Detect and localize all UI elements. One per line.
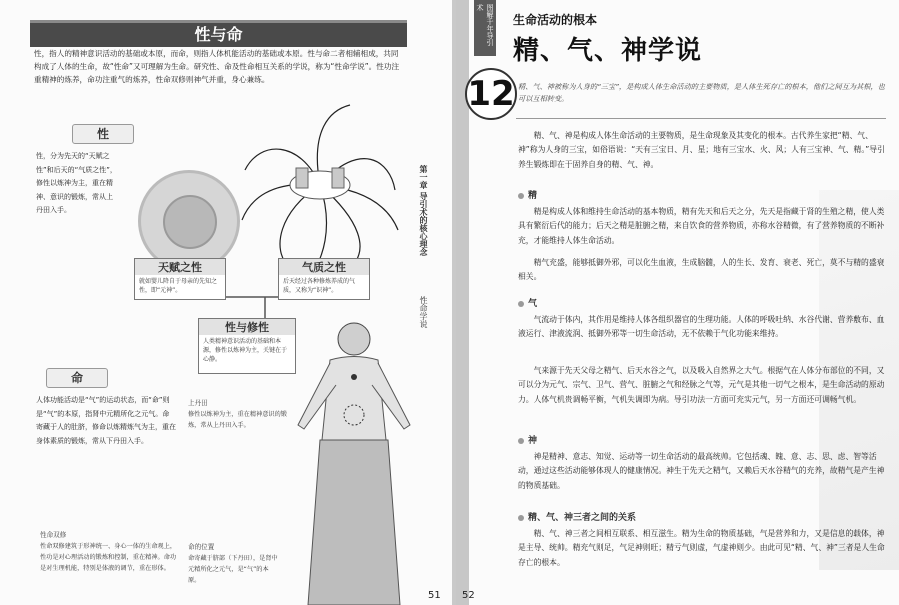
- page-number-right: 52: [462, 590, 475, 601]
- bullet-icon: [518, 438, 524, 444]
- right-page: [456, 0, 899, 605]
- chapter-label: 第一章 导引术的核心理念: [419, 165, 428, 256]
- section-label: 性命学说: [419, 295, 428, 328]
- dual-cultivation-callout: [40, 530, 180, 574]
- temperament-box: [278, 258, 370, 300]
- paragraph-qi-2: 气来源于先天父母之精气、后天水谷之气，以及吸入自然界之大气。根据气在人体分布部位的不同，又可以分为元气、宗气、卫气、营气、脏腑之气和经脉之气等，元气是其他一切气之根本，是生命活动的原动力。人体气机贵调畅平衡，气机失调即为病。导引功法一方面可充实元气，另一方面还可调畅气机。: [518, 366, 885, 404]
- section-number: 12: [465, 68, 517, 120]
- paragraph-qi-1: 气流动于体内，其作用是维持人体各组织器官的生理功能。人体的呼吸吐纳、水谷代谢、营养敷布、血液运行、津液流润、抵御外邪等一切生命活动，无不依赖于气化功能来维持。: [518, 315, 885, 339]
- dual-cultivation-title: 性命双修: [40, 531, 67, 539]
- meditating-figure: [290, 315, 418, 605]
- life-position-title: 命的位置: [188, 543, 215, 551]
- heading-relationship: [518, 510, 636, 523]
- bullet-icon: [518, 193, 524, 199]
- book-tab: [474, 0, 496, 56]
- divider: [516, 118, 886, 119]
- ming-tag: 命: [46, 368, 108, 388]
- temperament-title: 气质之性: [279, 259, 369, 275]
- bullet-icon: [518, 301, 524, 307]
- nature-cultivation-title: 性与修性: [199, 319, 295, 335]
- upper-dantian-callout: [188, 398, 288, 431]
- paragraph-jing-1: 精是构成人体和维持生命活动的基本物质，精有先天和后天之分，先天是指藏于肾的生殖之精，使人类具有繁衍后代的能力；后天之精是脏腑之精，来自饮食的营养物质，亦称水谷精微，有了营养物质的不断补充，才能维持人体生命活动。: [518, 207, 885, 245]
- nature-cultivation-text: 人类精神意识活动的基础和本源，修性以炼神为主，关键在于心静。: [203, 338, 288, 363]
- life-position-text: 命寄藏于脐部（下丹田），是肾中元精所化之元气，是“气”的本原。: [188, 555, 278, 584]
- innate-nature-title: 天赋之性: [135, 259, 225, 275]
- heading-qi: [518, 296, 537, 309]
- paragraph-intro: 精、气、神是构成人体生命活动的主要物质，是生命现象及其变化的根本。古代养生家把“精、气、神”称为人身的三宝，如俗语说：“天有三宝日、月、星；地有三宝水、火、风；人有三宝神、气、精。”导引养生锻炼即在于固养自身的精、气、神。: [518, 131, 885, 169]
- chapter-subtitle: 生命活动的根本: [513, 13, 598, 27]
- banner-title: 性与命: [194, 25, 243, 44]
- dual-cultivation-text: 性命双修建筑于形神统一、身心一体的生命观上，性功是对心理活动的锻炼和控制，重在精神。命功是对生理机能，特别是体液的调节，重在形体。: [40, 543, 177, 572]
- swirl-illustration: [240, 100, 400, 270]
- xing-tag: 性: [72, 124, 134, 144]
- section-intro: 精、气、神被称为人身的“三宝”，是构成人体生命活动的主要物质，是人体生死存亡的根本，他们之间互为其根，也可以互相转变。: [518, 82, 885, 103]
- temperament-text: 后天经过各种修炼养成的气质，又称为“识神”。: [283, 278, 356, 294]
- upper-dantian-title: 上丹田: [188, 399, 208, 407]
- heading-shen-text: 神: [528, 436, 538, 446]
- fetus-illustration: [138, 170, 240, 272]
- heading-shen: [518, 433, 537, 446]
- innate-nature-box: [134, 258, 226, 300]
- paragraph-shen: 神是精神、意志、知觉、运动等一切生命活动的最高统帅。它包括魂、魄、意、志、思、虑、智等活动，通过这些活动能够体现人的健康情况。神生于先天之精气，又赖后天水谷精气的充养，故精气是产生神的物质基础。: [518, 452, 885, 490]
- heading-jing-text: 精: [528, 191, 538, 201]
- heading-qi-text: 气: [528, 299, 538, 309]
- intro-paragraph: 性，指人的精神意识活动的基础或本原，而命，则指人体机能活动的基础或本原。性与命二者相辅相成，共同构成了人体的生命，故“性命”又可理解为生命。研究性、命及性命相互关系的学说，称为“性命学说”。性功注重精神的炼养，命功注重气的炼养，性命双修则神气并重，身心兼练。: [34, 49, 400, 84]
- chapter-title: 精、气、神学说: [513, 36, 703, 66]
- life-position-callout: [188, 542, 278, 586]
- page-banner: [30, 20, 407, 47]
- paragraph-jing-2: 精气充盛，能够抵御外邪，可以化生血液，生成脑髓，人的生长、发育、衰老、死亡，莫不与精的盛衰相关。: [518, 258, 885, 282]
- heading-relationship-text: 精、气、神三者之间的关系: [528, 513, 637, 523]
- xing-text: 性，分为先天的“天赋之性”和后天的“气质之性”，修性以炼神为主，重在精神、意识的锻炼，常从上丹田入手。: [36, 152, 117, 214]
- innate-nature-text: 就如婴儿降自于母亲的先知之性，即“元神”。: [139, 278, 218, 294]
- bullet-icon: [518, 515, 524, 521]
- chapter-sidebar: [418, 165, 438, 595]
- nature-cultivation-box: [198, 318, 296, 374]
- paragraph-relationship: 精、气、神三者之间相互联系、相互滋生。精为生命的物质基础，气是营养和力，又是信息的载体，神是主导、统帅。精充气则足，气足神则旺；精亏气则虚，气虚神则少。由此可见“精、气、神”三者是人生命存亡的根本。: [518, 529, 885, 567]
- ming-text: 人体功能活动是“气”的运动状态，而“命”则是“气”的本原，指肾中元精所化之元气。命寄藏于人的肚脐，修命以炼精炼气为主，重在身体素质的锻炼，常从下丹田入手。: [36, 396, 176, 445]
- fetus-icon: [163, 195, 217, 249]
- upper-dantian-text: 修性以炼神为主，重在精神意识的锻炼，常从上丹田入手。: [188, 411, 287, 429]
- book-tab-label: 图解千年导引术: [476, 4, 494, 46]
- heading-jing: [518, 188, 537, 201]
- page-number-left: 51: [428, 590, 441, 601]
